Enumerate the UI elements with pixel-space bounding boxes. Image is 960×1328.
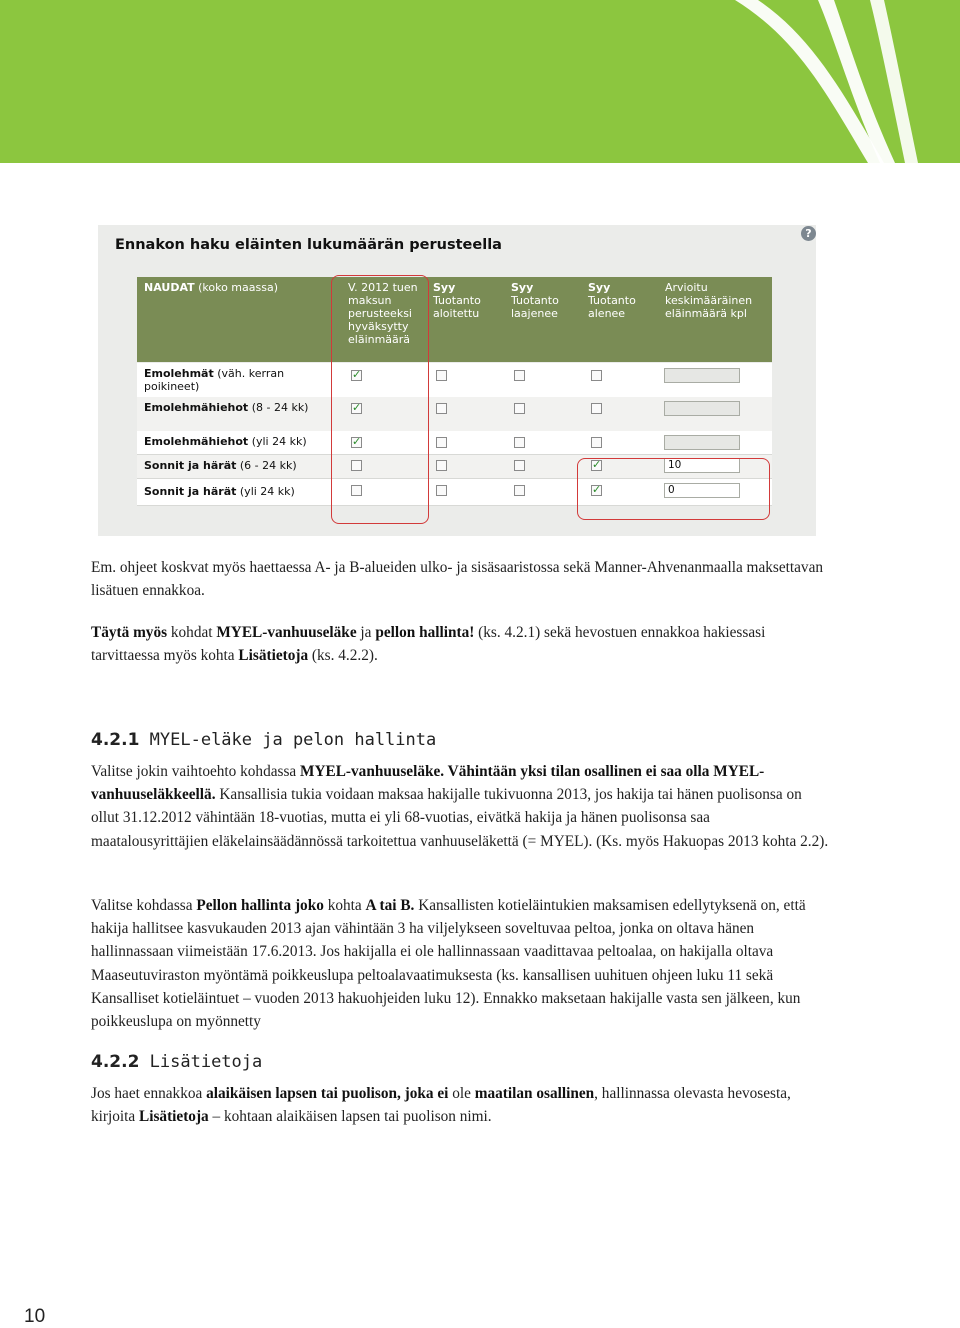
estimate-input[interactable] [664,401,740,416]
form-screenshot [98,225,816,536]
checkbox-started[interactable] [436,370,447,381]
table-row [137,397,772,432]
estimate-input[interactable] [664,435,740,450]
row-label: Emolehmähiehot (8 - 24 kk) [144,401,309,414]
row-label: Sonnit ja härät (6 - 24 kk) [144,459,297,472]
table-header [137,277,772,362]
section-421-paragraph-2: Valitse kohdassa Pellon hallinta joko kohta A tai B. Kansallisten kotieläintukien maksamisen edellytyksenä on, että hakija hallitsee kasvukauden 2013 ajan vähintään 3 ha viljelykseen soveltuvaa peltoa, jonka on oltava hänen hallinnassaan viimeistään 17.6.2013. Jos hakijalla ei ole hallinnassaan vaadittavaa peltoalaa, on hakijalla oltava Maaseutuviraston myöntämä poikkeuslupa peltoalavaatimuksesta (ks. kansallisen uuhituen ohjeen luku 11 sekä Kansalliset kotieläintuet – vuoden 2013 hakuohjeiden luku 12). Ennakko maksetaan hakijalle vasta sen jälkeen, kun poikkeuslupa on myönnetty [91,897,806,1031]
section-422-paragraph-1: Jos haet ennakkoa alaikäisen lapsen tai puolison, joka ei ole maatilan osallinen, hallinnassa olevasta hevosesta, kirjoita Lisätietoja – kohtaan alaikäisen lapsen tai puolison nimi. [91,1085,791,1126]
leaf-decoration-icon [0,0,960,163]
checkbox-started[interactable] [436,460,447,471]
checkbox-increases[interactable] [514,403,525,414]
fill-paragraph: Täytä myös kohdat MYEL-vanhuuseläke ja pellon hallinta! (ks. 4.2.1) sekä hevostuen ennakkoa hakiessasi tarvittaessa myös kohta Lisätietoja (ks. 4.2.2). [91,624,766,665]
header-v2012: V. 2012 tuen maksun perusteeksi hyväksytty eläinmäärä [348,281,418,346]
help-icon[interactable]: ? [801,226,816,241]
checkbox-increases[interactable] [514,437,525,448]
header-started: Syy Tuotanto aloitettu [433,281,481,320]
header-band [0,0,960,163]
checkbox-decreases[interactable] [591,403,602,414]
table-row [137,363,772,398]
section-heading-422: 4.2.2 Lisätietoja [91,1052,263,1072]
header-decreases: Syy Tuotanto alenee [588,281,636,320]
checkbox-increases[interactable] [514,485,525,496]
checkbox-started[interactable] [436,485,447,496]
row-label: Sonnit ja härät (yli 24 kk) [144,485,295,498]
header-estimate: Arvioitu keskimääräinen eläinmäärä kpl [665,281,753,320]
header-increases: Syy Tuotanto laajenee [511,281,559,320]
intro-paragraph: Em. ohjeet koskvat myös haettaessa A- ja B-alueiden ulko- ja sisäsaaristossa sekä Manner-Ahvenanmaalla maksettavan lisätuen ennakkoa. [91,559,824,600]
checkbox-increases[interactable] [514,460,525,471]
estimate-input[interactable]: 0 [664,483,740,498]
form-title: Ennakon haku eläinten lukumäärän perusteella [115,237,502,253]
checkbox-started[interactable] [436,403,447,414]
highlight-v2012-column [331,275,429,524]
section-heading-421: 4.2.1 MYEL-eläke ja pelon hallinta [91,730,437,750]
estimate-input[interactable]: 10 [664,458,740,473]
estimate-input[interactable] [664,368,740,383]
checkbox-started[interactable] [436,437,447,448]
highlight-bull-rows [577,458,770,520]
checkbox-decreases[interactable] [591,437,602,448]
row-label: Emolehmät (väh. kerran poikineet) [144,367,285,393]
page-number: 10 [24,1306,46,1327]
header-naudat: NAUDAT (koko maassa) [144,281,279,294]
checkbox-increases[interactable] [514,370,525,381]
checkbox-decreases[interactable] [591,370,602,381]
table-row [137,431,772,455]
row-label: Emolehmähiehot (yli 24 kk) [144,435,307,448]
section-421-paragraph-1: Valitse jokin vaihtoehto kohdassa MYEL-vanhuuseläke. Vähintään yksi tilan osallinen ei saa olla MYEL-vanhuuseläkkeellä. Kansallisia tukia voidaan maksaa hakijalle tukivuonna 2013, jos hakija tai hänen puolisonsa on ollut 31.12.2012 vähintään 18-vuotias, mutta ei yli 68-vuotias, eivätkä hakija ja hänen puolisonsa saa maatalousyrittäjien eläkelainsäädännössä tarkoitettua vanhuuseläkettä (= MYEL). (Ks. myös Hakuopas 2013 kohta 2.2). [91,763,829,850]
